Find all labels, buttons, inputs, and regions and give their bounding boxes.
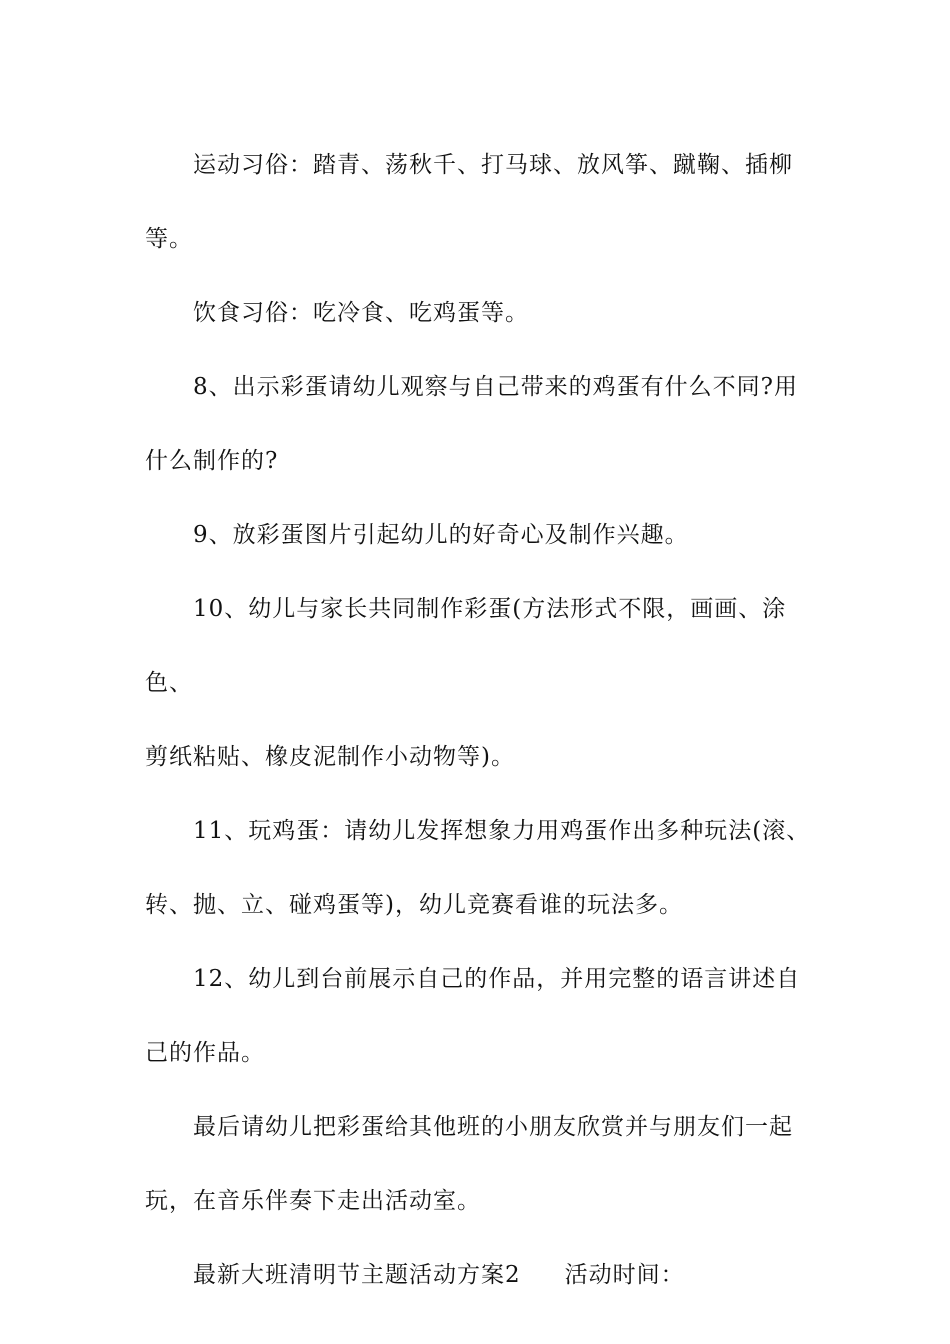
document-body <box>145 128 825 1312</box>
paragraph-line: 己的作品。 <box>145 1040 265 1066</box>
paragraph-step-12 <box>145 942 825 1090</box>
section-title: 最新大班清明节主题活动方案2 <box>193 1262 521 1288</box>
paragraph-line: 运动习俗：踏青、荡秋千、打马球、放风筝、蹴鞠、插柳 <box>193 152 793 178</box>
paragraph-step-11 <box>145 794 825 942</box>
paragraph-line: 转、抛、立、碰鸡蛋等)，幼儿竞赛看谁的玩法多。 <box>145 892 683 918</box>
section-heading-line <box>145 1238 825 1312</box>
paragraph-line: 9、放彩蛋图片引起幼儿的好奇心及制作兴趣。 <box>193 522 689 548</box>
paragraph-line: 剪纸粘贴、橡皮泥制作小动物等)。 <box>145 744 515 770</box>
paragraph-line: 12、幼儿到台前展示自己的作品，并用完整的语言讲述自 <box>193 966 801 992</box>
paragraph-line: 玩，在音乐伴奏下走出活动室。 <box>145 1188 481 1214</box>
paragraph-line: 10、幼儿与家长共同制作彩蛋(方法形式不限，画画、涂色、 <box>145 596 787 696</box>
paragraph-food-customs <box>145 276 825 350</box>
paragraph-finale <box>145 1090 825 1238</box>
paragraph-line: 最后请幼儿把彩蛋给其他班的小朋友欣赏并与朋友们一起 <box>193 1114 793 1140</box>
paragraph-step-10 <box>145 572 825 794</box>
paragraph-sports-customs <box>145 128 825 276</box>
paragraph-line: 饮食习俗：吃冷食、吃鸡蛋等。 <box>193 300 529 326</box>
paragraph-line: 什么制作的? <box>145 448 279 474</box>
paragraph-line: 等。 <box>145 226 193 252</box>
paragraph-step-8 <box>145 350 825 498</box>
paragraph-line: 11、玩鸡蛋：请幼儿发挥想象力用鸡蛋作出多种玩法(滚、 <box>193 818 811 844</box>
paragraph-step-9 <box>145 498 825 572</box>
activity-time-label: 活动时间： <box>564 1262 685 1288</box>
paragraph-line: 8、出示彩蛋请幼儿观察与自己带来的鸡蛋有什么不同?用 <box>193 374 798 400</box>
